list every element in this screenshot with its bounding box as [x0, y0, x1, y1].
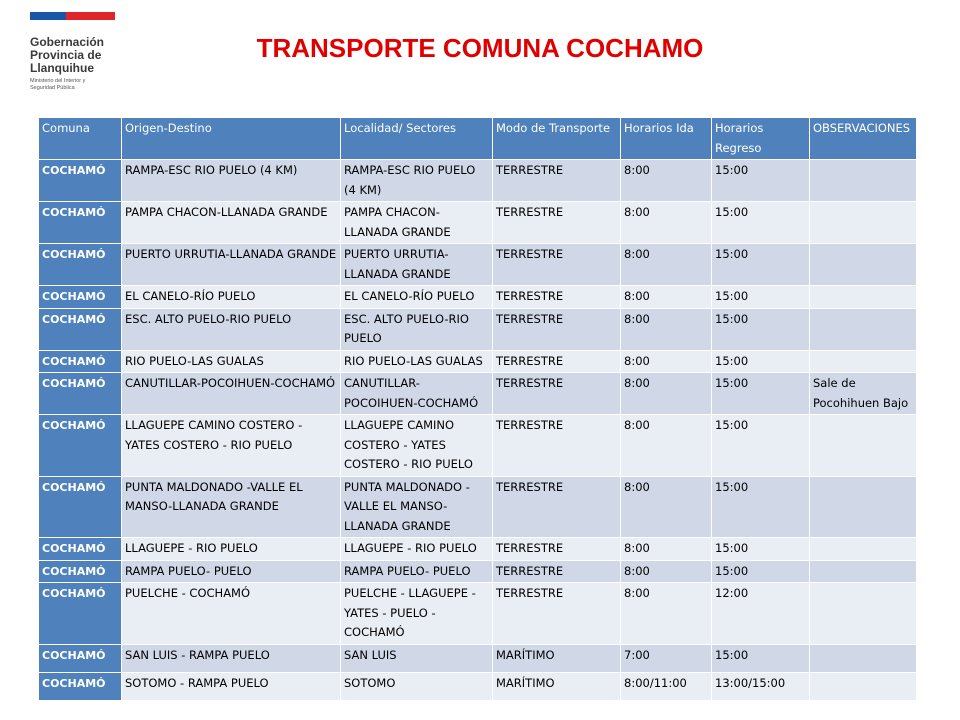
logo-line: Provincia de — [30, 48, 102, 62]
table-row — [39, 644, 917, 672]
origin-destination-cell: ESC. ALTO PUELO-RIO PUELO — [122, 308, 341, 350]
column-header: Horarios Ida — [621, 118, 712, 160]
departure-time-cell: 8:00 — [621, 560, 712, 583]
transport-mode-cell: MARÍTIMO — [493, 672, 621, 700]
transport-mode-cell: TERRESTRE — [493, 373, 621, 415]
locality-cell: PUERTO URRUTIA-LLANADA GRANDE — [341, 244, 493, 286]
transport-mode-cell: TERRESTRE — [493, 202, 621, 244]
logo-line: Llanquihue — [30, 61, 94, 75]
origin-destination-cell: LLAGUEPE - RIO PUELO — [122, 538, 341, 561]
departure-time-cell: 8:00/11:00 — [621, 672, 712, 700]
observations-cell: Sale de Pocohihuen Bajo — [810, 373, 917, 415]
observations-cell — [810, 538, 917, 561]
comuna-cell: COCHAMÓ — [39, 538, 122, 561]
return-time-cell: 13:00/15:00 — [712, 672, 810, 700]
transport-mode-cell: MARÍTIMO — [493, 644, 621, 672]
departure-time-cell: 8:00 — [621, 286, 712, 309]
departure-time-cell: 8:00 — [621, 244, 712, 286]
locality-cell: EL CANELO-RÍO PUELO — [341, 286, 493, 309]
table-row — [39, 160, 917, 202]
table-row — [39, 373, 917, 415]
observations-cell — [810, 560, 917, 583]
origin-destination-cell: SOTOMO - RAMPA PUELO — [122, 672, 341, 700]
locality-cell: PAMPA CHACON-LLANADA GRANDE — [341, 202, 493, 244]
departure-time-cell: 8:00 — [621, 476, 712, 538]
origin-destination-cell: CANUTILLAR-POCOIHUEN-COCHAMÓ — [122, 373, 341, 415]
comuna-cell: COCHAMÓ — [39, 415, 122, 477]
locality-cell: ESC. ALTO PUELO-RIO PUELO — [341, 308, 493, 350]
departure-time-cell: 8:00 — [621, 538, 712, 561]
return-time-cell: 15:00 — [712, 538, 810, 561]
transport-mode-cell: TERRESTRE — [493, 583, 621, 645]
comuna-cell: COCHAMÓ — [39, 160, 122, 202]
transport-table — [38, 117, 917, 701]
locality-cell: LLAGUEPE - RIO PUELO — [341, 538, 493, 561]
observations-cell — [810, 286, 917, 309]
origin-destination-cell: RIO PUELO-LAS GUALAS — [122, 350, 341, 373]
return-time-cell: 15:00 — [712, 373, 810, 415]
comuna-cell: COCHAMÓ — [39, 244, 122, 286]
logo-subline: Seguridad Pública — [30, 84, 75, 91]
comuna-cell: COCHAMÓ — [39, 202, 122, 244]
origin-destination-cell: PUNTA MALDONADO -VALLE EL MANSO-LLANADA GRANDE — [122, 476, 341, 538]
comuna-cell: COCHAMÓ — [39, 308, 122, 350]
transport-mode-cell: TERRESTRE — [493, 476, 621, 538]
transport-mode-cell: TERRESTRE — [493, 415, 621, 477]
departure-time-cell: 7:00 — [621, 644, 712, 672]
origin-destination-cell: PAMPA CHACON-LLANADA GRANDE — [122, 202, 341, 244]
return-time-cell: 15:00 — [712, 644, 810, 672]
origin-destination-cell: RAMPA PUELO- PUELO — [122, 560, 341, 583]
comuna-cell: COCHAMÓ — [39, 286, 122, 309]
table-row — [39, 538, 917, 561]
return-time-cell: 15:00 — [712, 202, 810, 244]
table-row — [39, 415, 917, 477]
flag-bar — [30, 12, 115, 20]
return-time-cell: 15:00 — [712, 350, 810, 373]
table-row — [39, 476, 917, 538]
table-row — [39, 244, 917, 286]
return-time-cell: 15:00 — [712, 244, 810, 286]
observations-cell — [810, 644, 917, 672]
return-time-cell: 15:00 — [712, 476, 810, 538]
column-header: Horarios Regreso — [712, 118, 810, 160]
departure-time-cell: 8:00 — [621, 160, 712, 202]
logo-subline: Ministerio del Interior y — [30, 78, 86, 84]
comuna-cell: COCHAMÓ — [39, 583, 122, 645]
locality-cell: SAN LUIS — [341, 644, 493, 672]
observations-cell — [810, 415, 917, 477]
locality-cell: PUNTA MALDONADO - VALLE EL MANSO-LLANADA GRANDE — [341, 476, 493, 538]
observations-cell — [810, 476, 917, 538]
origin-destination-cell: PUERTO URRUTIA-LLANADA GRANDE — [122, 244, 341, 286]
observations-cell — [810, 160, 917, 202]
transport-mode-cell: TERRESTRE — [493, 560, 621, 583]
observations-cell — [810, 202, 917, 244]
comuna-cell: COCHAMÓ — [39, 672, 122, 700]
return-time-cell: 15:00 — [712, 415, 810, 477]
departure-time-cell: 8:00 — [621, 350, 712, 373]
return-time-cell: 15:00 — [712, 308, 810, 350]
locality-cell: RIO PUELO-LAS GUALAS — [341, 350, 493, 373]
table-row — [39, 560, 917, 583]
observations-cell — [810, 350, 917, 373]
departure-time-cell: 8:00 — [621, 373, 712, 415]
locality-cell: SOTOMO — [341, 672, 493, 700]
locality-cell: LLAGUEPE CAMINO COSTERO - YATES COSTERO - RIO PUELO — [341, 415, 493, 477]
observations-cell — [810, 244, 917, 286]
page-title: TRANSPORTE COMUNA COCHAMO — [256, 33, 704, 63]
column-header: Localidad/ Sectores — [341, 118, 493, 160]
transport-mode-cell: TERRESTRE — [493, 160, 621, 202]
origin-destination-cell: EL CANELO-RÍO PUELO — [122, 286, 341, 309]
origin-destination-cell: SAN LUIS - RAMPA PUELO — [122, 644, 341, 672]
locality-cell: RAMPA PUELO- PUELO — [341, 560, 493, 583]
transport-mode-cell: TERRESTRE — [493, 350, 621, 373]
table-row — [39, 202, 917, 244]
column-header: Modo de Transporte — [493, 118, 621, 160]
departure-time-cell: 8:00 — [621, 583, 712, 645]
return-time-cell: 12:00 — [712, 583, 810, 645]
comuna-cell: COCHAMÓ — [39, 560, 122, 583]
comuna-cell: COCHAMÓ — [39, 644, 122, 672]
locality-cell: PUELCHE - LLAGUEPE - YATES - PUELO - COCHAMÓ — [341, 583, 493, 645]
transport-mode-cell: TERRESTRE — [493, 286, 621, 309]
locality-cell: RAMPA-ESC RIO PUELO (4 KM) — [341, 160, 493, 202]
return-time-cell: 15:00 — [712, 560, 810, 583]
origin-destination-cell: LLAGUEPE CAMINO COSTERO - YATES COSTERO - RIO PUELO — [122, 415, 341, 477]
origin-destination-cell: RAMPA-ESC RIO PUELO (4 KM) — [122, 160, 341, 202]
table-header-row — [39, 118, 917, 160]
return-time-cell: 15:00 — [712, 286, 810, 309]
table-row — [39, 583, 917, 645]
logo-line: Gobernación — [30, 35, 105, 49]
comuna-cell: COCHAMÓ — [39, 476, 122, 538]
column-header: OBSERVACIONES — [810, 118, 917, 160]
observations-cell — [810, 308, 917, 350]
departure-time-cell: 8:00 — [621, 308, 712, 350]
table-row — [39, 672, 917, 700]
origin-destination-cell: PUELCHE - COCHAMÓ — [122, 583, 341, 645]
comuna-cell: COCHAMÓ — [39, 373, 122, 415]
table-row — [39, 350, 917, 373]
return-time-cell: 15:00 — [712, 160, 810, 202]
observations-cell — [810, 672, 917, 700]
table-row — [39, 286, 917, 309]
table-body — [39, 160, 917, 701]
transport-mode-cell: TERRESTRE — [493, 244, 621, 286]
transport-mode-cell: TERRESTRE — [493, 308, 621, 350]
comuna-cell: COCHAMÓ — [39, 350, 122, 373]
departure-time-cell: 8:00 — [621, 202, 712, 244]
column-header: Origen-Destino — [122, 118, 341, 160]
transport-mode-cell: TERRESTRE — [493, 538, 621, 561]
logo-subtitle — [30, 78, 140, 91]
column-header: Comuna — [39, 118, 122, 160]
observations-cell — [810, 583, 917, 645]
locality-cell: CANUTILLAR-POCOIHUEN-COCHAMÓ — [341, 373, 493, 415]
table-row — [39, 308, 917, 350]
departure-time-cell: 8:00 — [621, 415, 712, 477]
